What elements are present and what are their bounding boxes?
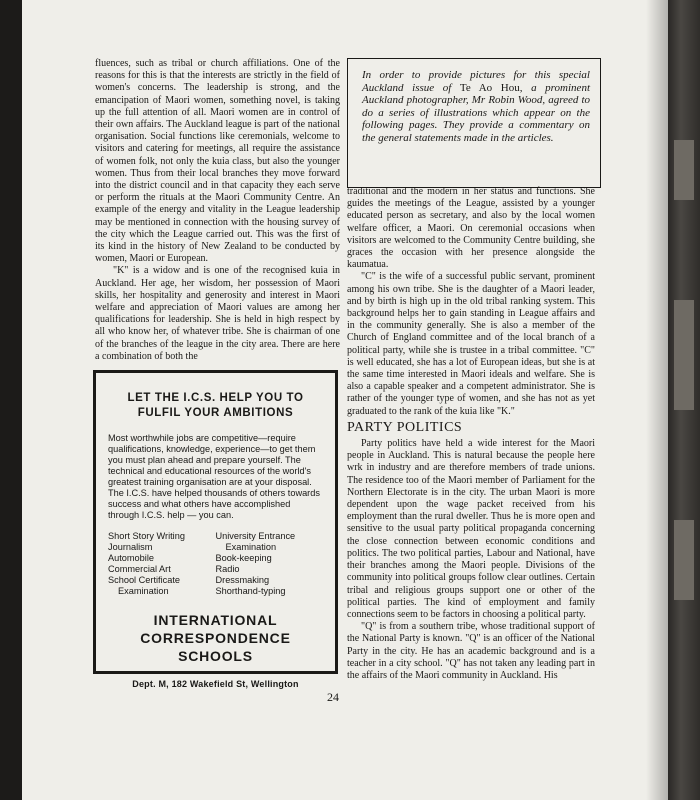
right-paragraph: Party politics have held a wide interest for the Maori people in Auckland. This is natural because the people here wrk in industry and are therefore members of trade unions. The residence too of the Maori member of Parliament for the Northern Electorate is in the city. The urban Maori is more dependent upon the wage packet received from his employment than the rural dweller. Thus he is more open and sensitive to the usual party political propaganda concerning the close connection between economic conditions and politics. The two political parties, Labour and National, have their branches among the Maori people. Divisions of the community into political groups follow clear outlines. Certain tribal and religious groups support one or other of the political parties. The kind of employment and family connections seem to be factors in choosing a political party. [347, 438, 595, 620]
right-paragraph: traditional and the modern in her status and functions. She guides the meetings of the League, assisted by a younger educated person as secretary, and also by the local women welfare officer, a Maori. On ceremonial occasions when visitors are welcomed to the Community Centre building, she graces the occasion with her presence alongside the kaumatua. [347, 186, 595, 271]
right-paragraph: "Q" is from a southern tribe, whose traditional support of the National Party is known. "Q" is an officer of the National Party in the city. He has an academic background and is a teacher in a city school. "Q" has not taken any leading part in the affairs of the Maori community in Auckland. His [347, 621, 595, 681]
ad-school-name: INTERNATIONAL CORRESPONDENCE SCHOOLS [140, 612, 291, 664]
ad-address: Dept. M, 182 Wakefield St, Wellington [132, 679, 299, 689]
left-paragraph: fluences, such as tribal or church affiliations. One of the reasons for this is that the interests are strictly in the field of women's concerns. The leadership is strong, and the emancipation of Maori women, something novel, is taking up the full attention of all. Maori women are in control of their own affairs. The Auckland league is part of the national organisation. Social functions like ceremonials, welcome to visitors and catering for meetings, all require the assistance of women folk, not only the kuia class, but also the younger women. Thus from their local branches they move forward into the district council and in that capacity they each serve or perform the rituals at the Maori Community Centre. An example of the energy and vitality in the League leadership may be mentioned in connection with the housing survey of the city which the League carried out. This was the first of its kind in the history of New Zealand to be conducted by women, Maori or European. [95, 58, 340, 265]
page-number: 24 [327, 690, 339, 704]
left-column [95, 58, 340, 363]
notice-text-before: In order to provide pictures for this special Auckland issue of [362, 69, 590, 94]
course-column-left: Short Story Writing Journalism Automobile Commercial Art School Certificate Examination [108, 531, 185, 596]
ad-body-text: Most worthwhile jobs are competitive—require qualifications, knowledge, experience—to get them you must plan ahead and prepare yourself. The technical and educational resources of the world's greatest training organisation are at your disposal. The I.C.S. have helped thousands of others towards success and what others have accomplished through I.C.S. help — you can. [108, 433, 320, 520]
photo-credit-notice [347, 58, 601, 188]
right-paragraph: "C" is the wife of a successful public servant, prominent among his own tribe. She is the daughter of a Maori leader, and by birth is high up in the old tribal ranking system. This background helps her to gain standing in League affairs and in the community generally. She is also a member of the Church of England committee and of the local branch of a political party, while she is trustee in a tribal committee. "C" is well educated, she has a lot of European ideas, but she is at the same time interested in Maori ideals and welfare. She is also a capable speaker and a competent administrator. She is rather of the younger type of women, and she has not as yet graduated to the rank of the kuia like "K." [347, 271, 595, 417]
ad-course-list [108, 531, 323, 597]
right-column [347, 186, 595, 682]
section-heading: PARTY POLITICS [347, 419, 463, 435]
facing-page-photo-edge [668, 0, 700, 800]
notice-text-after: , a prominent Auckland photographer, Mr Robin Wood, agreed to do a series of illustrations which appear on the following pages. They provide a commentary on the general statements made in the articles. [362, 81, 590, 144]
gutter-shadow [646, 0, 668, 800]
ad-headline: LET THE I.C.S. HELP YOU TO FULFIL YOUR AMBITIONS [127, 392, 304, 419]
left-paragraph: "K" is a widow and is one of the recognised kuia in Auckland. Her age, her wisdom, her possession of Maori skills, her hospitality and generosity and interest in Maori welfare and appreciation of Maori values are among her qualifications for leadership. She is held in high respect by all who know her, of whatever tribe. She is chairman of one of the branches of the league in the city area. There are here a combination of both the [95, 265, 340, 362]
notice-magazine-title: Te Ao Hou [459, 81, 520, 94]
ics-advertisement [93, 370, 338, 689]
course-column-right: University Entrance Examination Book-keeping Radio Dressmaking Shorthand-typing [215, 531, 296, 596]
